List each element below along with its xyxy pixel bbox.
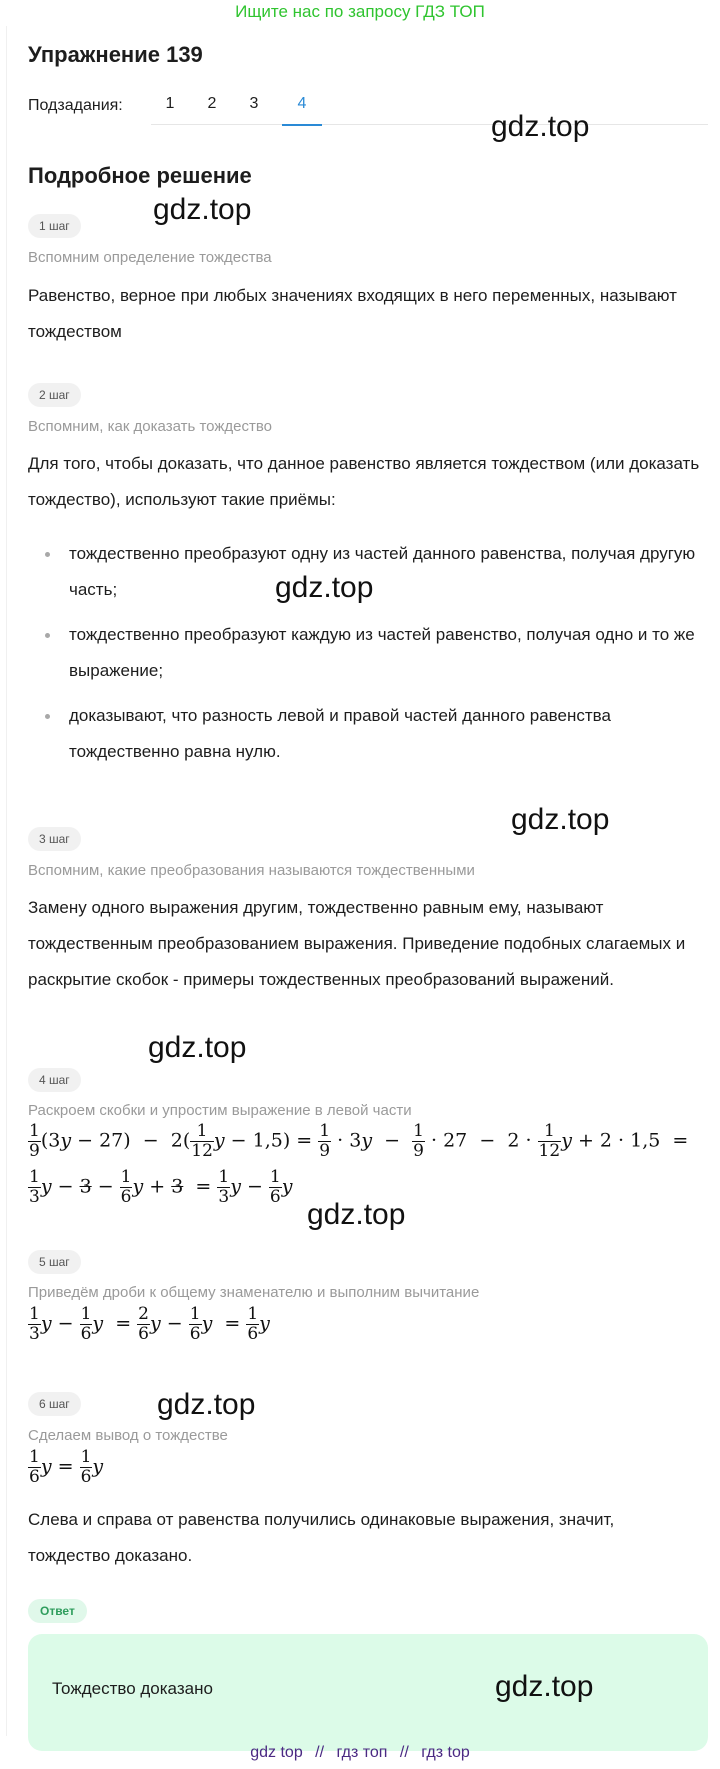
bullet-dot (45, 714, 50, 719)
tab-3[interactable]: 3 (249, 95, 259, 112)
step-text: Равенство, верное при любых значениях входящих в него переменных, называют тождеством (28, 286, 677, 341)
step-text: Замену одного выражения другим, тождественно равным ему, называют тождественным преобразованием выражения. Приведение подобных слагаемых и раскрытие скобок - примеры тождественных преобразований выражений. (28, 898, 686, 989)
bullet-dot (45, 633, 50, 638)
watermark: gdz.top (491, 110, 590, 143)
bullet-dot (45, 552, 50, 557)
watermark: gdz.top (307, 1198, 406, 1231)
step-badge: 4 шаг (28, 1068, 81, 1092)
footer-link[interactable]: gdz top (250, 1744, 303, 1761)
footer-separator: // (399, 1744, 409, 1761)
answer-badge: Ответ (28, 1599, 87, 1623)
list-item: тождественно преобразуют одну из частей данного равенства, получая другую часть; (28, 536, 708, 608)
step4-formula-line1: $\frac{1}{9}$ (3y − 27) − 2( $\frac{1}{12}$ y − 1,5) = $\frac{1}{9}$ · 3y − $\frac{1}{9}$ · 27 − 2 · $\frac{1}{12}$ y + 2 · 1,5 = (29, 1121, 689, 1161)
step-text: Для того, чтобы доказать, что данное равенство является тождеством (или доказать тождество), используют такие приёмы: (28, 454, 700, 509)
footer-separator: // (315, 1744, 325, 1761)
subtasks-label: Подзадания: (28, 97, 123, 114)
step5-formula: $\frac{1}{3}$ y − $\frac{1}{6}$ y = $\frac{2}{6}$ y − $\frac{1}{6}$ y = $\frac{1}{6}$ y (29, 1304, 270, 1344)
footer-link[interactable]: гдз топ (336, 1744, 388, 1761)
tab-2[interactable]: 2 (207, 95, 217, 112)
step-badge: 6 шаг (28, 1392, 81, 1416)
list-item: доказывают, что разность левой и правой частей данного равенства тождественно равна нулю. (28, 698, 708, 770)
step-caption: Приведём дроби к общему знаменателю и выполним вычитание (28, 1284, 480, 1301)
tab-4[interactable]: 4 (282, 92, 322, 126)
step-caption: Вспомним определение тождества (28, 249, 272, 266)
list-item: тождественно преобразуют каждую из частей равенство, получая одно и то же выражение; (28, 617, 708, 689)
watermark: gdz.top (157, 1388, 256, 1421)
solution-title: Подробное решение (28, 163, 252, 188)
step-badge: 5 шаг (28, 1250, 81, 1274)
tab-1[interactable]: 1 (165, 95, 175, 112)
step4-formula-line2: $\frac{1}{3}$ y − 3 − $\frac{1}{6}$ y + 3 = $\frac{1}{3}$ y − $\frac{1}{6}$ y (29, 1167, 293, 1207)
step-badge: 3 шаг (28, 827, 81, 851)
step-caption: Вспомним, какие преобразования называются тождественными (28, 862, 475, 879)
watermark: gdz.top (275, 571, 374, 604)
step-badge: 2 шаг (28, 383, 81, 407)
footer-links (0, 1744, 720, 1762)
watermark: gdz.top (495, 1670, 594, 1703)
step-caption: Сделаем вывод о тождестве (28, 1427, 228, 1444)
subtasks-tabs (28, 92, 708, 126)
watermark: gdz.top (511, 803, 610, 836)
step-caption: Вспомним, как доказать тождество (28, 418, 272, 435)
watermark: gdz.top (153, 193, 252, 226)
page-title: Упражнение 139 (28, 42, 203, 67)
step-caption: Раскроем скобки и упростим выражение в левой части (28, 1102, 412, 1119)
step-text: Слева и справа от равенства получились одинаковые выражения, значит, тождество доказано. (28, 1510, 615, 1565)
answer-box (28, 1634, 708, 1751)
search-hint-banner: Ищите нас по запросу ГДЗ ТОП (235, 2, 485, 21)
watermark: gdz.top (148, 1031, 247, 1064)
step6-formula: $\frac{1}{6}$ y = $\frac{1}{6}$ y (29, 1447, 104, 1487)
answer-text: Тождество доказано (52, 1679, 213, 1698)
step-badge: 1 шаг (28, 214, 81, 238)
footer-link[interactable]: гдз top (421, 1744, 470, 1761)
